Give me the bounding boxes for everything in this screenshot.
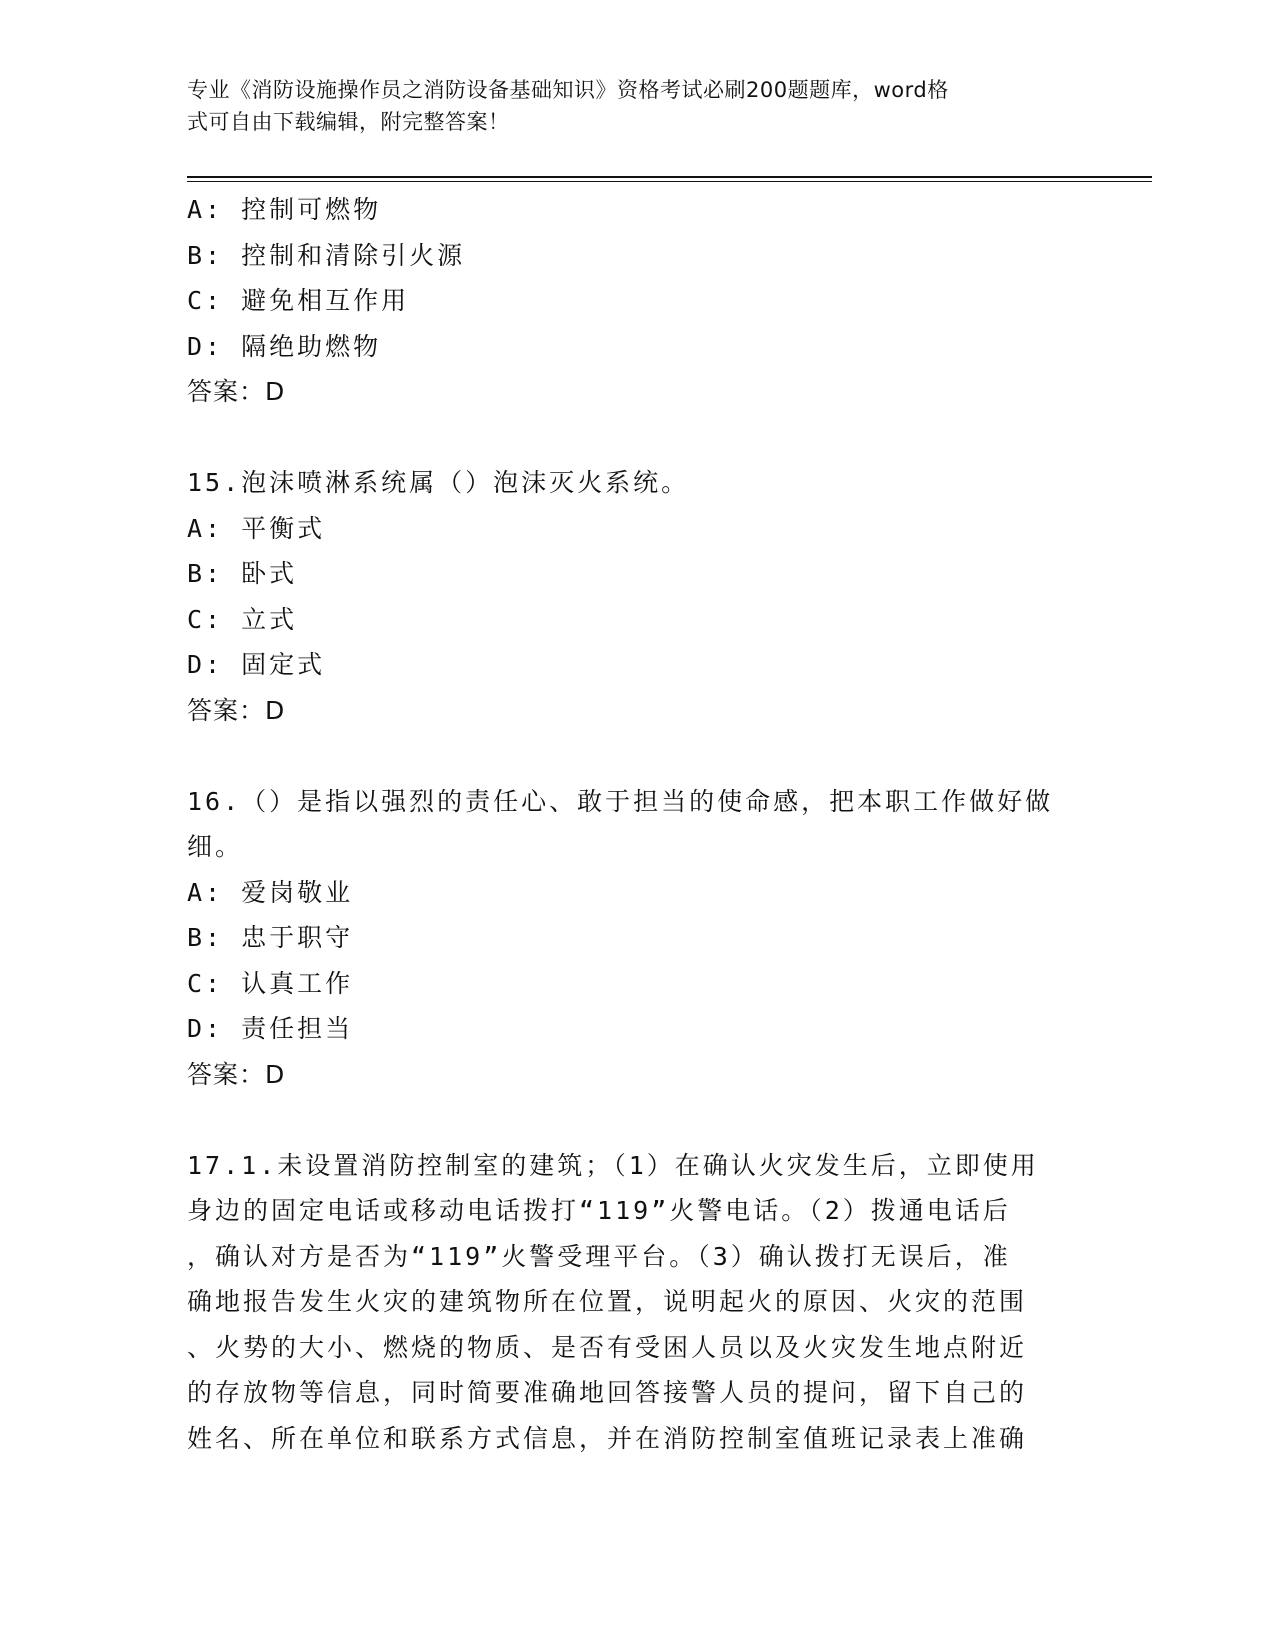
question-text: 15.泡沫喷淋系统属（）泡沫灭火系统。: [187, 468, 690, 497]
option-a: A: 平衡式: [187, 513, 326, 543]
option-b: B: 忠于职守: [187, 923, 354, 952]
header-line-1: 专业《消防设施操作员之消防设备基础知识》资格考试必刷200题题库，word格: [187, 78, 949, 102]
header-line-2: 式可自由下载编辑，附完整答案！: [187, 110, 510, 134]
answer: 答案：D: [187, 695, 286, 725]
paragraph-line: 姓名、所在单位和联系方式信息，并在消防控制室值班记录表上准确: [187, 1423, 1028, 1453]
document-header: [187, 74, 1067, 138]
option-a: A: 爱岗敬业: [187, 877, 354, 907]
option-d: D: 责任担当: [187, 1014, 354, 1043]
option-d: D: 隔绝助燃物: [187, 331, 382, 361]
answer: 答案：D: [187, 377, 286, 406]
option-b: B: 卧式: [187, 559, 298, 588]
question-17: [187, 1143, 1067, 1462]
question-text-line-2: 细。: [187, 832, 244, 861]
question-14: [187, 187, 1067, 415]
question-15: [187, 460, 1067, 733]
header-divider-thin: [187, 181, 1152, 182]
paragraph-line: 、火势的大小、燃烧的物质、是否有受困人员以及火灾发生地点附近: [187, 1332, 1028, 1362]
option-b: B: 控制和清除引火源: [187, 240, 466, 270]
answer: 答案：D: [187, 1059, 286, 1089]
option-c: C: 避免相互作用: [187, 286, 410, 315]
option-d: D: 固定式: [187, 650, 326, 679]
header-divider-thick: [187, 176, 1152, 178]
option-c: C: 立式: [187, 604, 298, 634]
paragraph-line: 确地报告发生火灾的建筑物所在位置，说明起火的原因、火灾的范围: [187, 1287, 1028, 1316]
option-a: A: 控制可燃物: [187, 195, 382, 224]
paragraph-line: 17.1.未设置消防控制室的建筑；（1）在确认火灾发生后，立即使用: [187, 1150, 1039, 1180]
paragraph-line: 的存放物等信息，同时简要准确地回答接警人员的提问，留下自己的: [187, 1378, 1028, 1407]
paragraph-line: 身边的固定电话或移动电话拨打“119”火警电话。（2）拨通电话后: [187, 1196, 1011, 1225]
document-body: [187, 187, 1067, 1461]
option-c: C: 认真工作: [187, 968, 354, 998]
question-16: [187, 779, 1067, 1098]
question-text-line-1: 16.（）是指以强烈的责任心、敢于担当的使命感，把本职工作做好做: [187, 786, 1054, 816]
paragraph-line: ，确认对方是否为“119”火警受理平台。（3）确认拨打无误后，准: [187, 1241, 1011, 1271]
